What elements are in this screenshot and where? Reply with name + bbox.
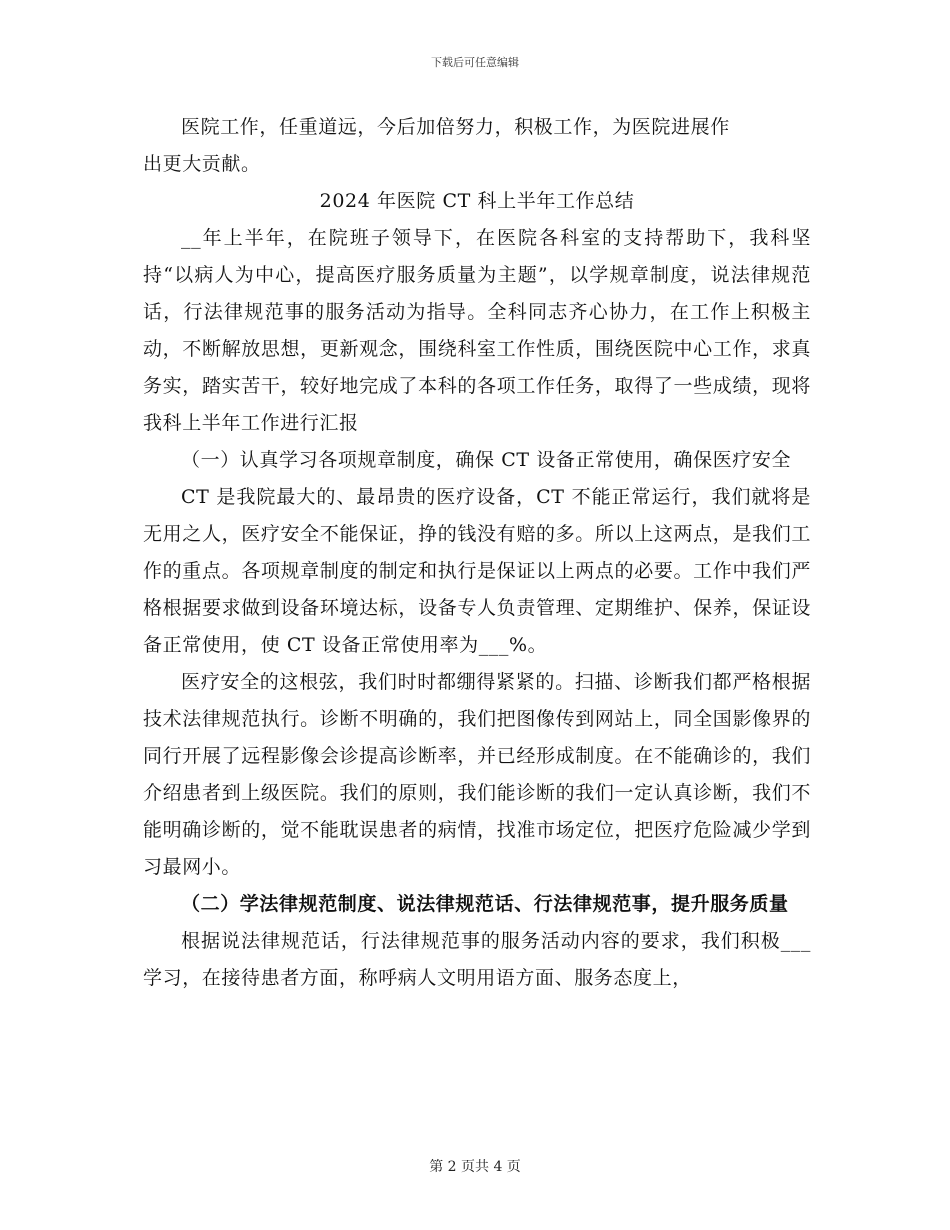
document-body <box>143 109 811 997</box>
continuation-line-2: 出更大贡献。 <box>143 153 261 175</box>
document-title: 2024 年医院 CT 科上半年工作总结 <box>319 190 635 212</box>
paragraph-service: 根据说法律规范话，行法律规范事的服务活动内容的要求，我们积极___学习，在接待患者方面，称呼病人文明用语方面、服务态度上， <box>143 930 811 989</box>
page-header: 下载后可任意编辑 <box>431 56 519 69</box>
page-footer: 第 2 页共 4 页 <box>429 1159 521 1175</box>
paragraph-ct-equipment: CT 是我院最大的、最昂贵的医疗设备，CT 不能正常运行，我们就将是无用之人，医疗安全不能保证，挣的钱没有赔的多。所以上这两点，是我们工作的重点。各项规章制度的制定和执行是保证以上两点的必要。工作中我们严格根据要求做到设备环境达标，设备专人负责管理、定期维护、保养，保证设备正常使用，使 CT 设备正常使用率为___%。 <box>143 486 811 656</box>
section-heading-2: （二）学法律规范制度、说法律规范话、行法律规范事，提升服务质量 <box>181 893 789 915</box>
section-heading-1: （一）认真学习各项规章制度，确保 CT 设备正常使用，确保医疗安全 <box>181 449 792 471</box>
continuation-paragraph <box>143 109 811 183</box>
intro-paragraph: __年上半年，在院班子领导下，在医院各科室的支持帮助下，我科坚持“以病人为中心，提高医疗服务质量为主题”，以学规章制度，说法律规范话，行法律规范事的服务活动为指导。全科同志齐心协力，在工作上积极主动，不断解放思想，更新观念，围绕科室工作性质，围绕医院中心工作，求真务实，踏实苦干，较好地完成了本科的各项工作任务，取得了一些成绩，现将我科上半年工作进行汇报 <box>143 227 811 434</box>
paragraph-medical-safety: 医疗安全的这根弦，我们时时都绷得紧紧的。扫描、诊断我们都严格根据技术法律规范执行。诊断不明确的，我们把图像传到网站上，同全国影像界的同行开展了远程影像会诊提高诊断率，并已经形成制度。在不能确诊的，我们介绍患者到上级医院。我们的原则，我们能诊断的我们一定认真诊断，我们不能明确诊断的，觉不能耽误患者的病情，找准市场定位，把医疗危险减少学到习最网小。 <box>143 671 811 878</box>
continuation-line-1: 医院工作，任重道远，今后加倍努力，积极工作，为医院进展作 <box>181 116 730 138</box>
